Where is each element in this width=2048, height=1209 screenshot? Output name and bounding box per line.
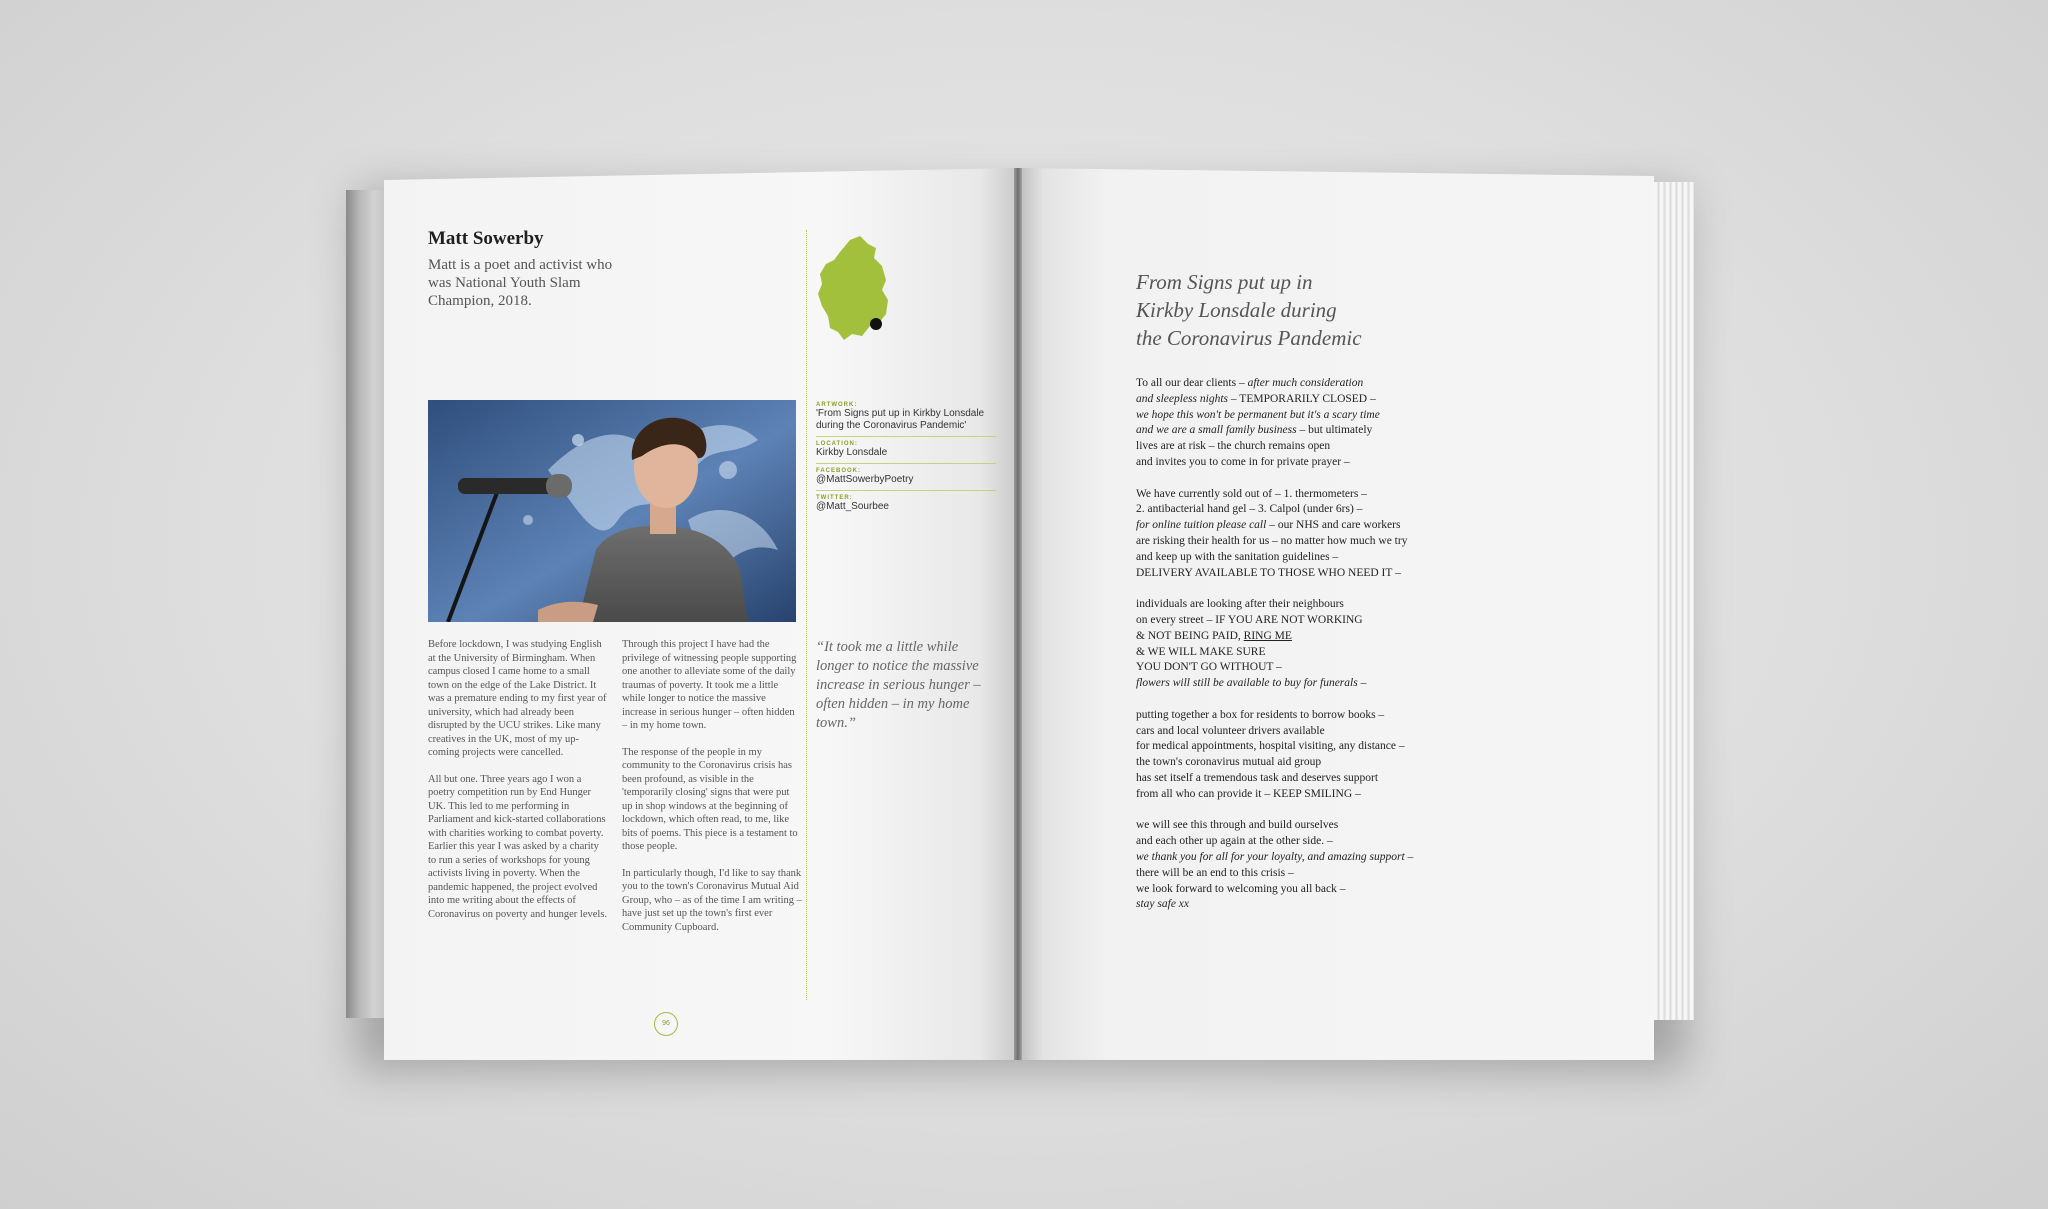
poem-line: [1136, 897, 1536, 913]
poem-segment: and we are a small family business: [1136, 424, 1297, 437]
poem-segment: we thank you for all for your loyalty, and amazing support: [1136, 850, 1405, 863]
poem-line: [1136, 739, 1536, 755]
poem-line: [1136, 376, 1536, 392]
body-paragraph: The response of the people in my community to the Coronavirus crisis has been profound, as visible in the 'temporarily closing' signs that were put up in shop windows at the beginning of lockdown, which often read, to me, like bits of poems. This piece is a testament to those people.: [622, 746, 798, 852]
meta-value: 'From Signs put up in Kirkby Lonsdale during the Coronavirus Pandemic': [816, 408, 985, 431]
poem-line: [1136, 502, 1536, 518]
poem-stanza: [1136, 708, 1536, 803]
poem-segment: we will see this through and build ourselves: [1136, 819, 1339, 832]
poem-segment: flowers will still be available to buy for funerals: [1136, 677, 1358, 690]
poem-line: [1136, 439, 1536, 455]
poem-body: [1136, 376, 1536, 929]
author-photo: [428, 400, 796, 622]
poem-segment: there will be an end to this crisis –: [1136, 866, 1294, 879]
meta-value: Kirkby Lonsdale: [816, 447, 888, 458]
poem-line: [1136, 566, 1536, 582]
poem-segment: RING ME: [1243, 629, 1292, 642]
body-paragraph: Through this project I have had the privilege of witnessing people supporting one another to alleviate some of the daily traumas of poverty. It took me a little while longer to notice the massive increase in serious hunger – often hidden – in my home town.: [622, 639, 797, 731]
meta-value: @Matt_Sourbee: [816, 501, 889, 512]
poem-segment: cars and local volunteer drivers available: [1136, 724, 1325, 737]
poem-line: [1136, 534, 1536, 550]
poem-segment: individuals are looking after their neighbours: [1136, 598, 1344, 611]
column-divider: [806, 230, 807, 1000]
poem-segment: DELIVERY AVAILABLE TO THOSE WHO NEED IT –: [1136, 566, 1401, 579]
meta-label: TWITTER:: [816, 495, 853, 501]
meta-artwork: [816, 400, 996, 437]
meta-label: FACEBOOK:: [816, 468, 861, 474]
poem-line: [1136, 613, 1536, 629]
pull-quote: “It took me a little while longer to notice the massive increase in serious hunger – often hidden – in my home town.”: [816, 639, 981, 731]
poem-segment: –: [1404, 850, 1414, 863]
book-gutter: [1014, 168, 1022, 1060]
artwork-meta: [816, 400, 996, 519]
body-paragraph: Before lockdown, I was studying English at the University of Birmingham. When campus closed I came home to a small town on the edge of the Lake District. It was a premature ending to my first year of university, which had already been disrupted by the UCU strikes. Like many creatives in the UK, most of my up-coming projects were cancelled.: [428, 639, 607, 758]
poem-title: [1136, 268, 1466, 352]
poem-line: [1136, 834, 1536, 850]
meta-twitter: [816, 493, 996, 517]
poem-title-line: Kirkby Lonsdale during: [1136, 298, 1337, 322]
poem-segment: lives are at risk – the church remains open: [1136, 440, 1331, 453]
page-number: 96: [654, 1012, 678, 1036]
poem-segment: and invites you to come in for private prayer –: [1136, 455, 1350, 468]
poem-segment: for online tuition please call: [1136, 519, 1267, 532]
poem-segment: – our NHS and care workers: [1266, 519, 1401, 532]
poem-segment: – but ultimately: [1296, 424, 1373, 437]
poem-segment: we hope this won't be permanent but it's a scary time: [1136, 408, 1380, 421]
poem-segment: & WE WILL MAKE SURE: [1136, 645, 1266, 658]
poem-segment: after much consideration: [1247, 377, 1364, 389]
poem-line: [1136, 392, 1536, 408]
poem-line: [1136, 818, 1536, 834]
poem-segment: –: [1357, 677, 1367, 690]
poem-stanza: [1136, 818, 1536, 913]
poem-title-line: the Coronavirus Pandemic: [1136, 326, 1362, 350]
poem-line: [1136, 866, 1536, 882]
poem-segment: and keep up with the sanitation guidelines –: [1136, 550, 1339, 563]
meta-location: [816, 439, 996, 464]
body-paragraph: In particularly though, I'd like to say thank you to the town's Coronavirus Mutual Aid Group, who – as of the time I am writing – have just set up the town's first ever Community Cupboard.: [622, 867, 802, 933]
poem-segment: We have currently sold out of – 1. thermometers –: [1136, 487, 1367, 500]
poem-stanza: [1136, 487, 1536, 582]
poem-line: [1136, 676, 1536, 692]
poem-line: [1136, 487, 1536, 503]
poem-line: [1136, 629, 1536, 645]
poem-segment: putting together a box for residents to borrow books –: [1136, 708, 1385, 721]
poem-segment: we look forward to welcoming you all back –: [1136, 882, 1346, 895]
poem-line: [1136, 408, 1536, 424]
poem-line: [1136, 771, 1536, 787]
poem-segment: from all who can provide it – KEEP SMILING –: [1136, 787, 1361, 800]
poem-segment: on every street – IF YOU ARE NOT WORKING: [1136, 613, 1363, 626]
page-stack-right: [1648, 182, 1694, 1020]
poem-line: [1136, 518, 1536, 534]
poem-title-line: From Signs put up in: [1136, 270, 1313, 294]
book-cover-edge-left: [346, 190, 386, 1018]
poem-segment: YOU DON'T GO WITHOUT –: [1136, 661, 1282, 674]
body-column-2: [622, 638, 802, 947]
meta-value: @MattSowerbyPoetry: [816, 474, 914, 485]
poem-line: [1136, 645, 1536, 661]
poem-line: [1136, 724, 1536, 740]
poem-segment: & NOT BEING PAID,: [1136, 629, 1244, 642]
cumbria-map-icon: [816, 234, 912, 354]
poem-segment: and each other up again at the other side. –: [1136, 835, 1333, 848]
poem-line: [1136, 882, 1536, 898]
poem-stanza: [1136, 376, 1536, 471]
author-bio: Matt is a poet and activist who was National Youth Slam Champion, 2018.: [428, 257, 613, 309]
poem-segment: are risking their health for us – no matter how much we try: [1136, 534, 1408, 547]
poem-segment: and sleepless nights: [1136, 392, 1228, 405]
body-column-1: [428, 638, 608, 934]
poem-segment: has set itself a tremendous task and deserves support: [1136, 771, 1379, 784]
poem-line: [1136, 550, 1536, 566]
poem-line: [1136, 423, 1536, 439]
poem-line: [1136, 787, 1536, 803]
poem-segment: To all our dear clients –: [1136, 377, 1248, 389]
poem-stanza: [1136, 597, 1536, 692]
poem-line: [1136, 755, 1536, 771]
meta-label: ARTWORK:: [816, 402, 858, 408]
poem-line: [1136, 455, 1536, 471]
poem-line: [1136, 660, 1536, 676]
body-paragraph: All but one. Three years ago I won a poetry competition run by End Hunger UK. This led to me performing in Parliament and kick-started collaborations with charities working to combat poverty. Earlier this year I was asked by a charity to run a series of workshops for young activists living in poverty. When the pandemic happened, the project evolved into me writing about the effects of Coronavirus on poverty and hunger levels.: [428, 773, 608, 920]
poem-segment: for medical appointments, hospital visiting, any distance –: [1136, 740, 1405, 753]
poem-segment: 2. antibacterial hand gel – 3. Calpol (under 6rs) –: [1136, 503, 1363, 516]
poem-segment: – TEMPORARILY CLOSED –: [1228, 392, 1376, 405]
meta-label: LOCATION:: [816, 441, 858, 447]
poem-line: [1136, 597, 1536, 613]
poem-line: [1136, 850, 1536, 866]
poem-segment: the town's coronavirus mutual aid group: [1136, 756, 1322, 769]
meta-facebook: [816, 466, 996, 491]
open-book: [346, 160, 1694, 1060]
poem-segment: stay safe xx: [1136, 898, 1190, 911]
author-name: Matt Sowerby: [428, 228, 544, 249]
poem-line: [1136, 708, 1536, 724]
